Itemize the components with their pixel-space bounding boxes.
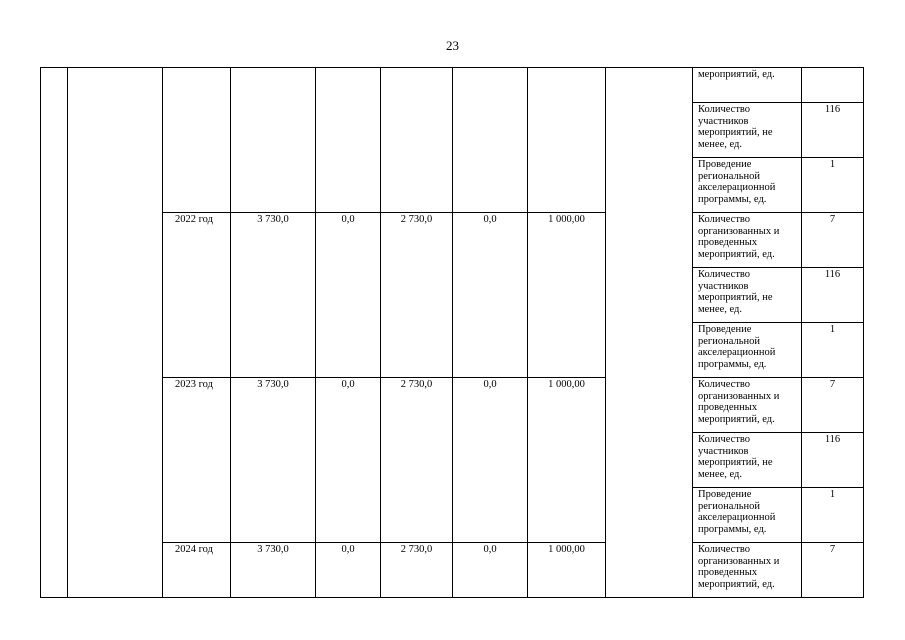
year-cell: 2023 год: [163, 378, 231, 543]
indicator-value: 1: [802, 158, 864, 213]
indicator-value: [802, 68, 864, 103]
total-amount: 3 730,0: [231, 213, 316, 378]
federal-amount: 0,0: [316, 543, 381, 598]
other-amount: 1 000,00: [528, 378, 606, 543]
regional-amount: 2 730,0: [381, 543, 453, 598]
indicator-name: мероприятий, ед.: [693, 68, 802, 103]
page-number: 23: [446, 38, 459, 53]
local-amount: 0,0: [453, 543, 528, 598]
local-cell-empty: [453, 68, 528, 213]
indicator-value: 7: [802, 378, 864, 433]
year-cell: 2024 год: [163, 543, 231, 598]
local-amount: 0,0: [453, 378, 528, 543]
year-cell-empty: [163, 68, 231, 213]
indicator-name: Количество организованных и проведенных мероприятий, ед.: [693, 543, 802, 598]
activity-name-cell: [68, 68, 163, 598]
program-table: [40, 67, 864, 598]
indicator-value: 1: [802, 323, 864, 378]
indicator-value: 7: [802, 213, 864, 268]
indicator-value: 116: [802, 268, 864, 323]
number-cell: [41, 68, 68, 598]
indicator-name: Проведение региональной акселерационной программы, ед.: [693, 488, 802, 543]
other-cell-empty: [528, 68, 606, 213]
federal-amount: 0,0: [316, 213, 381, 378]
indicator-value: 1: [802, 488, 864, 543]
total-amount: 3 730,0: [231, 543, 316, 598]
executor-cell: [606, 68, 693, 598]
local-amount: 0,0: [453, 213, 528, 378]
regional-amount: 2 730,0: [381, 213, 453, 378]
indicator-name: Количество организованных и проведенных мероприятий, ед.: [693, 378, 802, 433]
indicator-name: Количество участников мероприятий, не менее, ед.: [693, 433, 802, 488]
year-cell: 2022 год: [163, 213, 231, 378]
indicator-name: Проведение региональной акселерационной программы, ед.: [693, 158, 802, 213]
federal-cell-empty: [316, 68, 381, 213]
total-amount: 3 730,0: [231, 378, 316, 543]
indicator-name: Количество участников мероприятий, не менее, ед.: [693, 268, 802, 323]
federal-amount: 0,0: [316, 378, 381, 543]
indicator-name: Количество организованных и проведенных мероприятий, ед.: [693, 213, 802, 268]
indicator-value: 7: [802, 543, 864, 598]
indicator-value: 116: [802, 103, 864, 158]
indicator-name: Количество участников мероприятий, не менее, ед.: [693, 103, 802, 158]
other-amount: 1 000,00: [528, 543, 606, 598]
indicator-name: Проведение региональной акселерационной программы, ед.: [693, 323, 802, 378]
total-cell-empty: [231, 68, 316, 213]
other-amount: 1 000,00: [528, 213, 606, 378]
regional-cell-empty: [381, 68, 453, 213]
indicator-value: 116: [802, 433, 864, 488]
regional-amount: 2 730,0: [381, 378, 453, 543]
